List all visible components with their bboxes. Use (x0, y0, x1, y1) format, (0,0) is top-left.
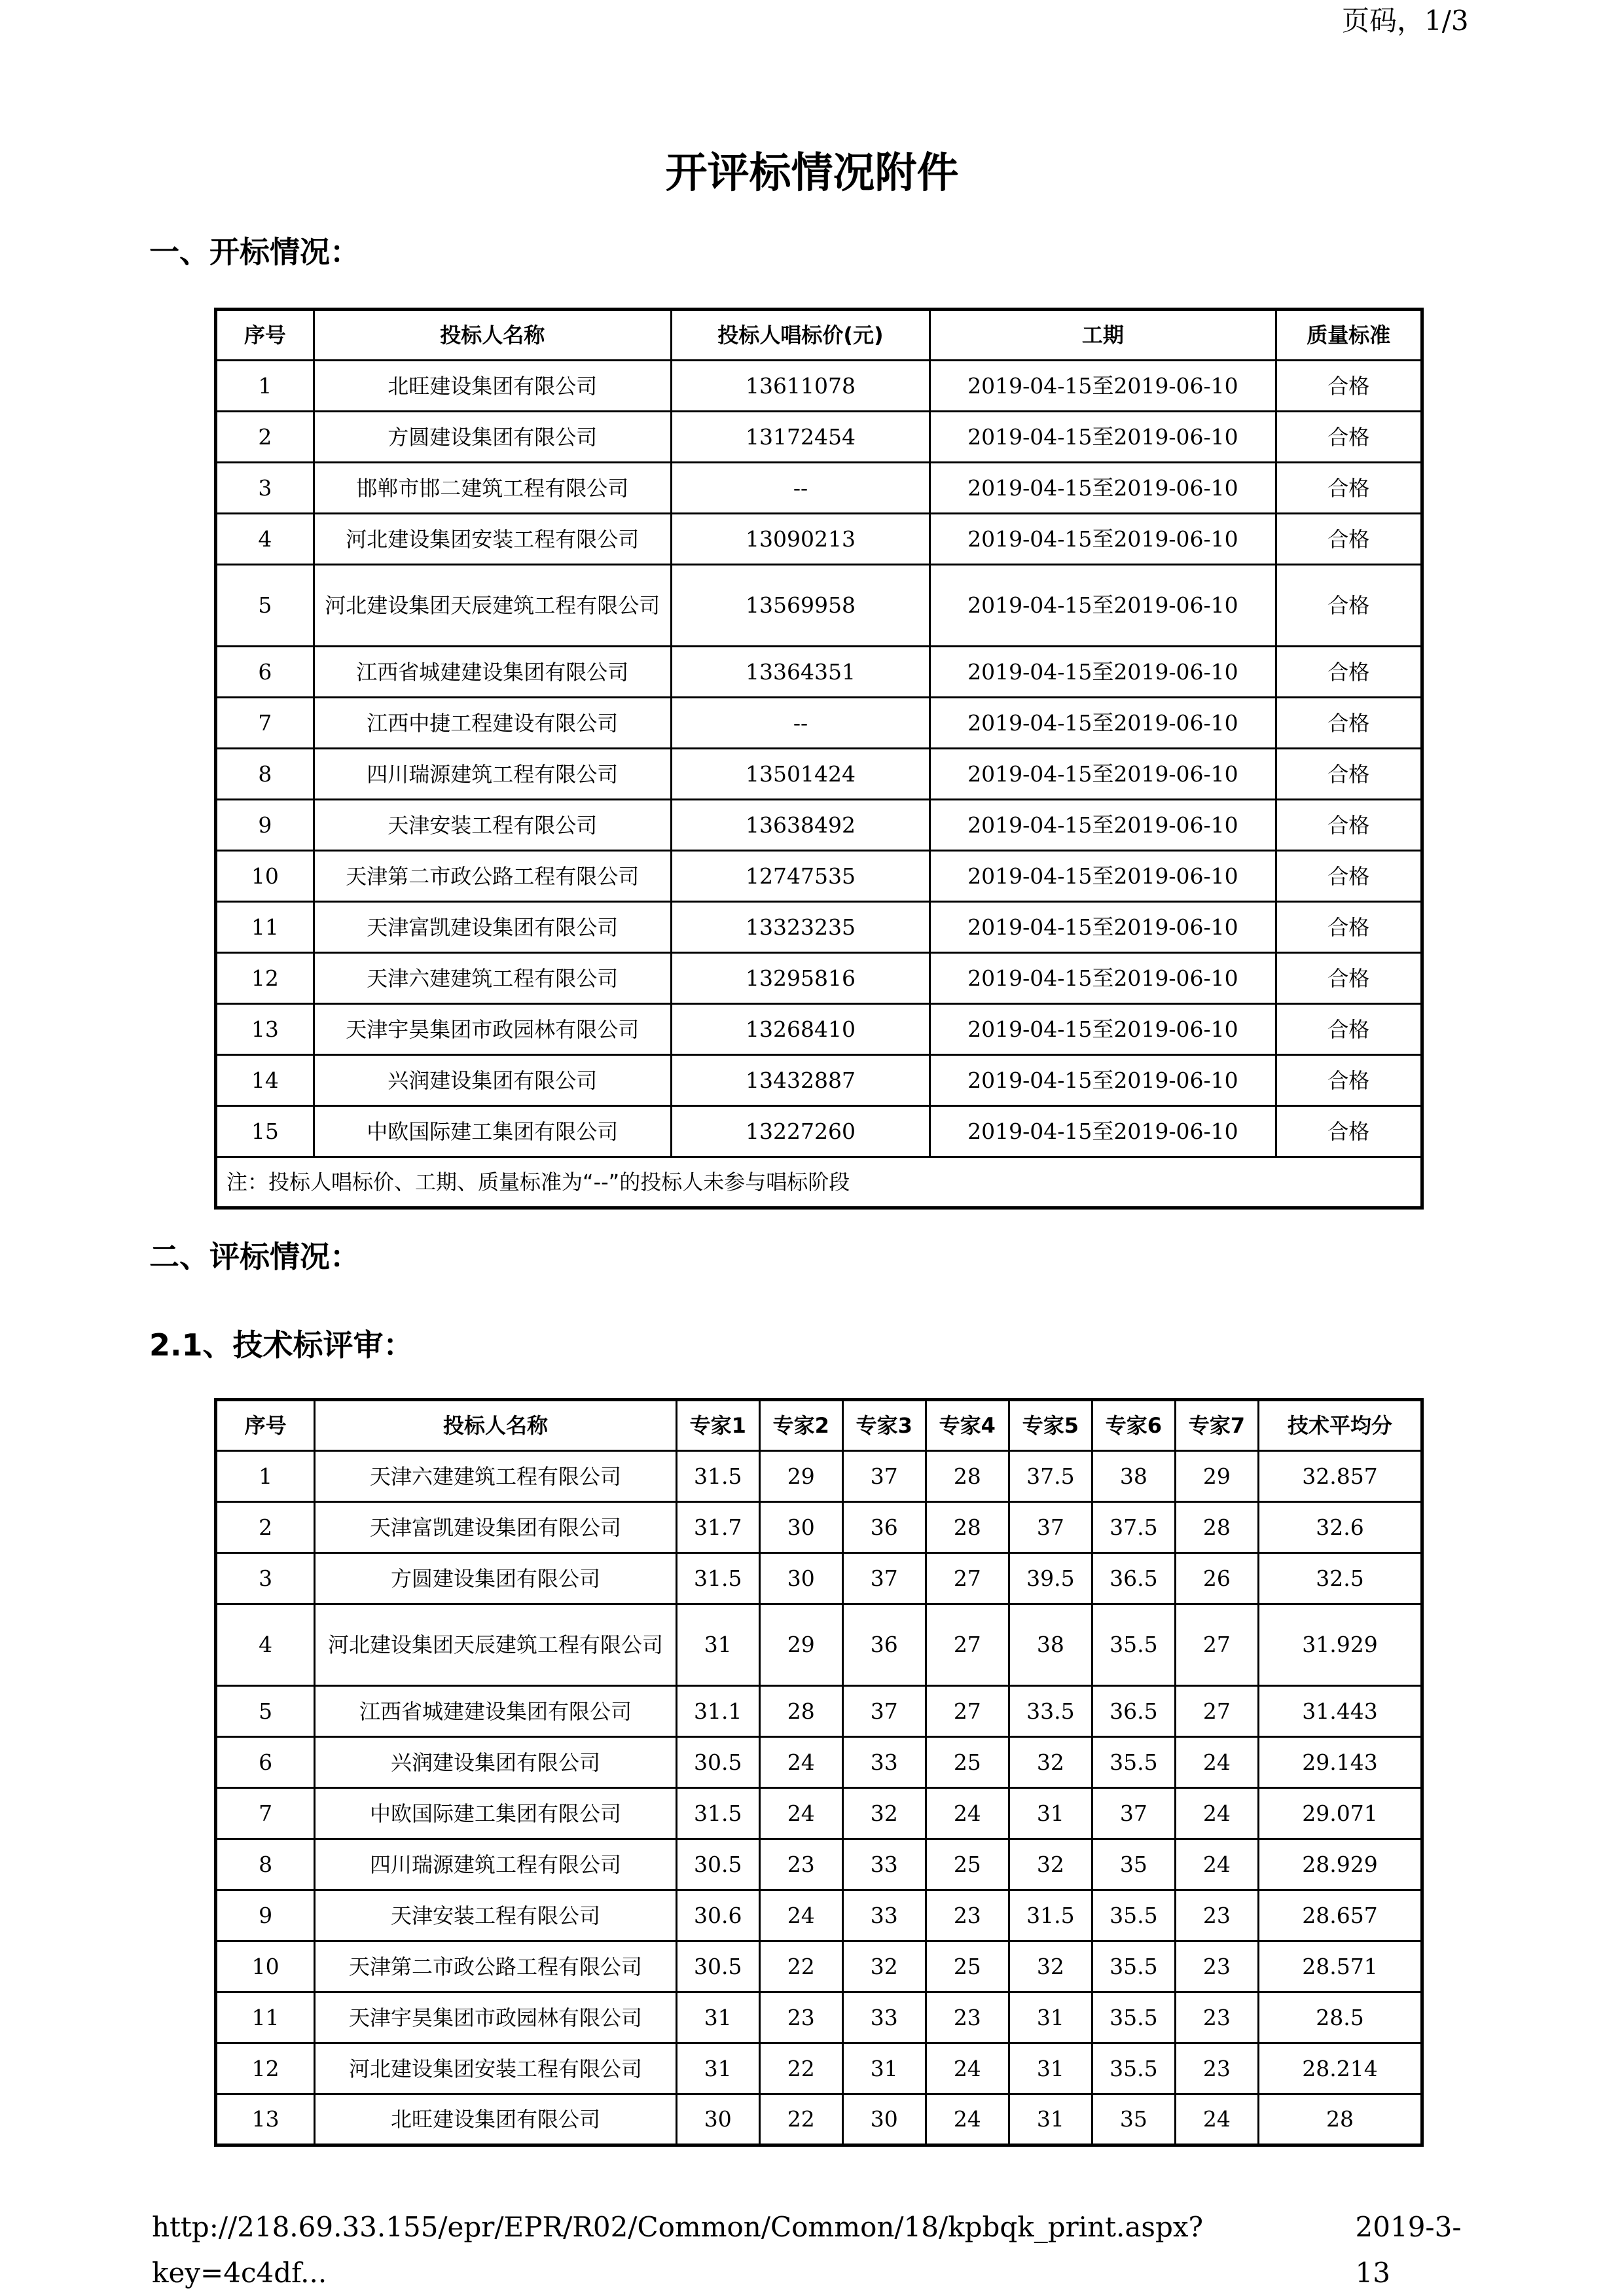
opening-results-table (214, 308, 1424, 1210)
table-row (216, 1839, 1422, 1890)
table-row (216, 1553, 1422, 1604)
bidder-name-cell: 四川瑞源建筑工程有限公司 (315, 1839, 676, 1890)
table-cell: 24 (759, 1788, 842, 1839)
table-cell: 13323235 (671, 902, 929, 953)
table-cell: 27 (926, 1604, 1009, 1686)
table-cell: 30 (842, 2094, 926, 2145)
table-cell: 24 (759, 1737, 842, 1788)
table-cell: 2019-04-15至2019-06-10 (930, 953, 1276, 1004)
table-cell: 29.143 (1258, 1737, 1422, 1788)
table-cell: 7 (216, 1788, 315, 1839)
table-cell: 合格 (1276, 565, 1422, 647)
table-cell: 31.7 (676, 1502, 759, 1553)
bidder-name-cell: 河北建设集团天辰建筑工程有限公司 (315, 1604, 676, 1686)
table-cell: 30.5 (676, 1737, 759, 1788)
table-cell: 22 (759, 2094, 842, 2145)
table-cell: 24 (926, 1788, 1009, 1839)
bidder-name-cell: 河北建设集团安装工程有限公司 (314, 514, 671, 565)
table-cell: 30.6 (676, 1890, 759, 1941)
table-cell: 合格 (1276, 361, 1422, 412)
table-cell: 28 (926, 1502, 1009, 1553)
table-cell: 23 (926, 1992, 1009, 2043)
table-cell: 35.5 (1092, 2043, 1175, 2094)
table-cell: 23 (759, 1839, 842, 1890)
table-cell: 13364351 (671, 647, 929, 698)
table-cell: 37.5 (1092, 1502, 1175, 1553)
table-cell: 23 (1175, 1992, 1258, 2043)
table-cell: 28 (1175, 1502, 1258, 1553)
table-cell: 33 (842, 1890, 926, 1941)
table-row (216, 647, 1422, 698)
table-cell: 30.5 (676, 1839, 759, 1890)
table-cell: 4 (216, 1604, 315, 1686)
table-cell: 37.5 (1009, 1451, 1092, 1502)
table-note-row (216, 1157, 1422, 1208)
table-cell: 9 (216, 800, 314, 851)
table-cell: 15 (216, 1106, 314, 1157)
table-row (216, 1502, 1422, 1553)
bidder-name-cell: 天津安装工程有限公司 (314, 800, 671, 851)
table-cell: 32.6 (1258, 1502, 1422, 1553)
table-cell: 12747535 (671, 851, 929, 902)
table-cell: 29 (1175, 1451, 1258, 1502)
table-cell: 2019-04-15至2019-06-10 (930, 1106, 1276, 1157)
table-cell: 2019-04-15至2019-06-10 (930, 514, 1276, 565)
bidder-name-cell: 天津富凯建设集团有限公司 (314, 902, 671, 953)
table-row (216, 412, 1422, 463)
table-cell: 7 (216, 698, 314, 749)
table-cell: 13268410 (671, 1004, 929, 1055)
bidder-name-cell: 兴润建设集团有限公司 (314, 1055, 671, 1106)
table-cell: 35.5 (1092, 1992, 1175, 2043)
table-cell: 5 (216, 1686, 315, 1737)
table-cell: 29 (759, 1604, 842, 1686)
table-cell: 29 (759, 1451, 842, 1502)
bidder-name-cell: 中欧国际建工集团有限公司 (315, 1788, 676, 1839)
table-header-row (216, 1400, 1422, 1451)
column-header: 投标人唱标价(元) (671, 310, 929, 361)
table-row (216, 1451, 1422, 1502)
bidder-name-cell: 天津富凯建设集团有限公司 (315, 1502, 676, 1553)
table-row (216, 463, 1422, 514)
table-cell: 8 (216, 1839, 315, 1890)
table-cell: 24 (1175, 1839, 1258, 1890)
table-cell: 12 (216, 2043, 315, 2094)
technical-score-table (214, 1398, 1424, 2147)
table-cell: 32.5 (1258, 1553, 1422, 1604)
table-cell: 23 (926, 1890, 1009, 1941)
table-cell: 32 (1009, 1941, 1092, 1992)
table-row (216, 902, 1422, 953)
print-footer (152, 2204, 1494, 2296)
table-row (216, 2094, 1422, 2145)
table-cell: 38 (1009, 1604, 1092, 1686)
table-cell: 31 (842, 2043, 926, 2094)
table-cell: 36.5 (1092, 1686, 1175, 1737)
table-cell: 13501424 (671, 749, 929, 800)
table-row (216, 1004, 1422, 1055)
bidder-name-cell: 方圆建设集团有限公司 (315, 1553, 676, 1604)
table-cell: 38 (1092, 1451, 1175, 1502)
table-cell: 合格 (1276, 1106, 1422, 1157)
table-cell: 36 (842, 1502, 926, 1553)
table-cell: 32 (842, 1941, 926, 1992)
table-cell: 30 (676, 2094, 759, 2145)
table-cell: 13569958 (671, 565, 929, 647)
opening-table-body (216, 361, 1422, 1157)
table-cell: 31 (1009, 2043, 1092, 2094)
table-cell: 22 (759, 1941, 842, 1992)
table-cell: 13295816 (671, 953, 929, 1004)
table-row (216, 361, 1422, 412)
table-cell: 合格 (1276, 698, 1422, 749)
table-row (216, 953, 1422, 1004)
table-cell: 合格 (1276, 851, 1422, 902)
table-cell: 35 (1092, 2094, 1175, 2145)
table-cell: 1 (216, 1451, 315, 1502)
table-cell: 6 (216, 1737, 315, 1788)
footer-date: 2019-3-13 (1355, 2211, 1462, 2289)
table-cell: 29.071 (1258, 1788, 1422, 1839)
table-cell: 5 (216, 565, 314, 647)
table-row (216, 1890, 1422, 1941)
table-cell: 31.5 (1009, 1890, 1092, 1941)
table-cell: 28 (759, 1686, 842, 1737)
bidder-name-cell: 河北建设集团安装工程有限公司 (315, 2043, 676, 2094)
table-note: 注：投标人唱标价、工期、质量标准为“--”的投标人未参与唱标阶段 (216, 1157, 1422, 1208)
table-cell: 28.214 (1258, 2043, 1422, 2094)
table-cell: 28.5 (1258, 1992, 1422, 2043)
table-cell: 4 (216, 514, 314, 565)
table-cell: 28.929 (1258, 1839, 1422, 1890)
bidder-name-cell: 天津宇昊集团市政园林有限公司 (314, 1004, 671, 1055)
column-header: 序号 (216, 1400, 315, 1451)
table-cell: 28.657 (1258, 1890, 1422, 1941)
table-cell: 14 (216, 1055, 314, 1106)
table-cell: 31 (676, 1604, 759, 1686)
table-cell: 2019-04-15至2019-06-10 (930, 698, 1276, 749)
column-header: 专家3 (842, 1400, 926, 1451)
table-cell: 13 (216, 1004, 314, 1055)
table-cell: 2019-04-15至2019-06-10 (930, 463, 1276, 514)
table-cell: 30.5 (676, 1941, 759, 1992)
technical-table-body (216, 1451, 1422, 2145)
table-cell: 13432887 (671, 1055, 929, 1106)
table-cell: 30 (759, 1553, 842, 1604)
table-cell: 31.5 (676, 1788, 759, 1839)
table-cell: 26 (1175, 1553, 1258, 1604)
table-cell: 13172454 (671, 412, 929, 463)
table-row (216, 1941, 1422, 1992)
table-cell: 13 (216, 2094, 315, 2145)
table-row (216, 1055, 1422, 1106)
table-cell: 24 (1175, 1737, 1258, 1788)
table-cell: 2019-04-15至2019-06-10 (930, 800, 1276, 851)
column-header: 专家1 (676, 1400, 759, 1451)
table-row (216, 800, 1422, 851)
table-cell: 35.5 (1092, 1890, 1175, 1941)
table-cell: 31.1 (676, 1686, 759, 1737)
column-header: 技术平均分 (1258, 1400, 1422, 1451)
section-evaluation-heading: 二、评标情况： (149, 1239, 360, 1274)
table-cell: 1 (216, 361, 314, 412)
table-cell: 36.5 (1092, 1553, 1175, 1604)
column-header: 专家6 (1092, 1400, 1175, 1451)
table-row (216, 698, 1422, 749)
table-cell: 35.5 (1092, 1604, 1175, 1686)
table-cell: 23 (1175, 2043, 1258, 2094)
section-opening-heading: 一、开标情况： (149, 234, 360, 270)
table-cell: 10 (216, 1941, 315, 1992)
section-technical-review-heading: 2.1、技术标评审： (149, 1327, 414, 1363)
table-cell: 24 (926, 2043, 1009, 2094)
table-cell: 合格 (1276, 514, 1422, 565)
column-header: 质量标准 (1276, 310, 1422, 361)
column-header: 专家2 (759, 1400, 842, 1451)
table-cell: 11 (216, 1992, 315, 2043)
table-cell: 23 (759, 1992, 842, 2043)
column-header: 专家7 (1175, 1400, 1258, 1451)
table-cell: 25 (926, 1737, 1009, 1788)
table-cell: 31 (676, 2043, 759, 2094)
table-row (216, 1604, 1422, 1686)
bidder-name-cell: 北旺建设集团有限公司 (314, 361, 671, 412)
table-cell: 25 (926, 1839, 1009, 1890)
table-cell: 13638492 (671, 800, 929, 851)
table-cell: 31.5 (676, 1553, 759, 1604)
table-cell: 28.571 (1258, 1941, 1422, 1992)
table-cell: 37 (842, 1686, 926, 1737)
table-row (216, 565, 1422, 647)
bidder-name-cell: 四川瑞源建筑工程有限公司 (314, 749, 671, 800)
table-header-row (216, 310, 1422, 361)
bidder-name-cell: 天津第二市政公路工程有限公司 (314, 851, 671, 902)
table-cell: 2019-04-15至2019-06-10 (930, 851, 1276, 902)
bidder-name-cell: 天津宇昊集团市政园林有限公司 (315, 1992, 676, 2043)
table-cell: 合格 (1276, 1004, 1422, 1055)
table-cell: 3 (216, 463, 314, 514)
table-cell: 31 (676, 1992, 759, 2043)
table-cell: 24 (926, 2094, 1009, 2145)
table-row (216, 851, 1422, 902)
page-number: 页码，1/3 (1342, 5, 1469, 37)
table-cell: 33 (842, 1737, 926, 1788)
document-title: 开评标情况附件 (665, 149, 959, 198)
table-cell: 2019-04-15至2019-06-10 (930, 902, 1276, 953)
table-cell: 35 (1092, 1839, 1175, 1890)
table-cell: 32 (842, 1788, 926, 1839)
table-cell: 3 (216, 1553, 315, 1604)
table-cell: 35.5 (1092, 1941, 1175, 1992)
table-cell: 24 (1175, 1788, 1258, 1839)
table-cell: 合格 (1276, 953, 1422, 1004)
table-row (216, 1992, 1422, 2043)
table-cell: 37 (1009, 1502, 1092, 1553)
table-cell: 23 (1175, 1890, 1258, 1941)
table-cell: 2019-04-15至2019-06-10 (930, 647, 1276, 698)
bidder-name-cell: 江西省城建建设集团有限公司 (315, 1686, 676, 1737)
bidder-name-cell: 中欧国际建工集团有限公司 (314, 1106, 671, 1157)
table-cell: 合格 (1276, 463, 1422, 514)
bidder-name-cell: 邯郸市邯二建筑工程有限公司 (314, 463, 671, 514)
table-cell: 22 (759, 2043, 842, 2094)
table-cell: 合格 (1276, 1055, 1422, 1106)
table-cell: 2019-04-15至2019-06-10 (930, 1055, 1276, 1106)
table-cell: 2019-04-15至2019-06-10 (930, 412, 1276, 463)
table-row (216, 2043, 1422, 2094)
table-cell: 24 (1175, 2094, 1258, 2145)
table-cell: 35.5 (1092, 1737, 1175, 1788)
table-cell: 37 (842, 1553, 926, 1604)
table-cell: 30 (759, 1502, 842, 1553)
bidder-name-cell: 天津六建建筑工程有限公司 (315, 1451, 676, 1502)
bidder-name-cell: 天津第二市政公路工程有限公司 (315, 1941, 676, 1992)
column-header: 投标人名称 (315, 1400, 676, 1451)
table-cell: 25 (926, 1941, 1009, 1992)
table-cell: 12 (216, 953, 314, 1004)
table-cell: 合格 (1276, 749, 1422, 800)
table-cell: 32 (1009, 1737, 1092, 1788)
table-cell: 27 (926, 1686, 1009, 1737)
bidder-name-cell: 方圆建设集团有限公司 (314, 412, 671, 463)
bidder-name-cell: 天津安装工程有限公司 (315, 1890, 676, 1941)
table-cell: 23 (1175, 1941, 1258, 1992)
bidder-name-cell: 天津六建建筑工程有限公司 (314, 953, 671, 1004)
table-cell: 13090213 (671, 514, 929, 565)
table-cell: 9 (216, 1890, 315, 1941)
table-cell: 33 (842, 1839, 926, 1890)
table-cell: 2019-04-15至2019-06-10 (930, 361, 1276, 412)
table-cell: 27 (926, 1553, 1009, 1604)
table-cell: 13611078 (671, 361, 929, 412)
table-row (216, 1106, 1422, 1157)
bidder-name-cell: 江西省城建建设集团有限公司 (314, 647, 671, 698)
table-row (216, 1686, 1422, 1737)
table-cell: 33.5 (1009, 1686, 1092, 1737)
table-cell: 2019-04-15至2019-06-10 (930, 749, 1276, 800)
footer-url: http://218.69.33.155/epr/EPR/R02/Common/Common/18/kpbqk_print.aspx?key=4c4df... (152, 2211, 1204, 2289)
bidder-name-cell: 河北建设集团天辰建筑工程有限公司 (314, 565, 671, 647)
table-cell: 24 (759, 1890, 842, 1941)
table-row (216, 1737, 1422, 1788)
column-header: 专家5 (1009, 1400, 1092, 1451)
bidder-name-cell: 北旺建设集团有限公司 (315, 2094, 676, 2145)
table-cell: 37 (1092, 1788, 1175, 1839)
table-cell: 32.857 (1258, 1451, 1422, 1502)
table-cell: 6 (216, 647, 314, 698)
table-cell: -- (671, 698, 929, 749)
table-cell: 8 (216, 749, 314, 800)
table-cell: 合格 (1276, 800, 1422, 851)
table-cell: 33 (842, 1992, 926, 2043)
column-header: 投标人名称 (314, 310, 671, 361)
table-cell: 31.5 (676, 1451, 759, 1502)
table-cell: 28 (1258, 2094, 1422, 2145)
bidder-name-cell: 江西中捷工程建设有限公司 (314, 698, 671, 749)
table-cell: 31 (1009, 1788, 1092, 1839)
table-cell: 合格 (1276, 647, 1422, 698)
table-row (216, 749, 1422, 800)
table-cell: 2 (216, 412, 314, 463)
table-cell: 10 (216, 851, 314, 902)
table-cell: 31.443 (1258, 1686, 1422, 1737)
table-cell: 2019-04-15至2019-06-10 (930, 1004, 1276, 1055)
table-cell: 27 (1175, 1604, 1258, 1686)
column-header: 序号 (216, 310, 314, 361)
table-cell: 27 (1175, 1686, 1258, 1737)
table-cell: -- (671, 463, 929, 514)
table-cell: 31 (1009, 2094, 1092, 2145)
table-cell: 36 (842, 1604, 926, 1686)
table-cell: 39.5 (1009, 1553, 1092, 1604)
table-cell: 31 (1009, 1992, 1092, 2043)
table-cell: 13227260 (671, 1106, 929, 1157)
table-cell: 32 (1009, 1839, 1092, 1890)
table-cell: 2019-04-15至2019-06-10 (930, 565, 1276, 647)
column-header: 专家4 (926, 1400, 1009, 1451)
table-cell: 28 (926, 1451, 1009, 1502)
table-cell: 2 (216, 1502, 315, 1553)
column-header: 工期 (930, 310, 1276, 361)
table-cell: 11 (216, 902, 314, 953)
table-cell: 31.929 (1258, 1604, 1422, 1686)
table-cell: 37 (842, 1451, 926, 1502)
table-row (216, 1788, 1422, 1839)
table-row (216, 514, 1422, 565)
table-cell: 合格 (1276, 412, 1422, 463)
table-cell: 合格 (1276, 902, 1422, 953)
bidder-name-cell: 兴润建设集团有限公司 (315, 1737, 676, 1788)
